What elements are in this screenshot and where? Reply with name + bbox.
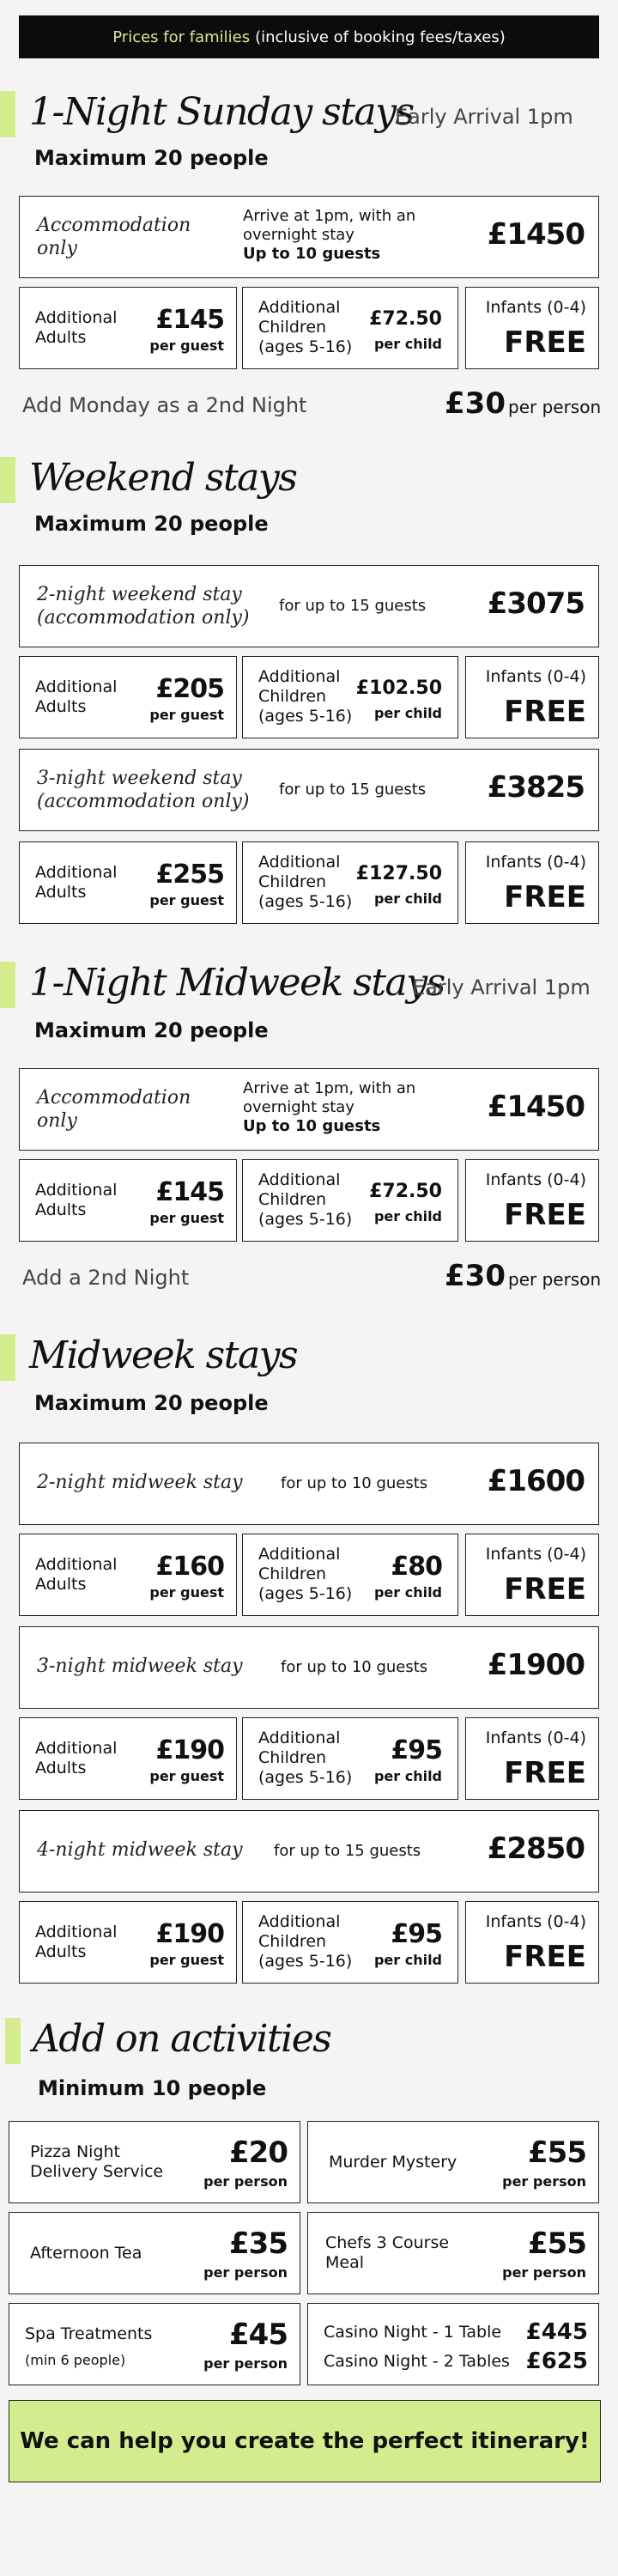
- section-title: Weekend stays: [29, 456, 297, 500]
- capacity-note: Maximum 20 people: [34, 512, 269, 536]
- stay-card: 3-night weekend stay (accommodation only) for up to 15 guests £3825: [19, 749, 599, 831]
- children-card: Additional Children (ages 5-16) £127.50 per child: [242, 841, 458, 924]
- adults-card: Additional Adults £145 per guest: [19, 287, 237, 369]
- children-card: Additional Children (ages 5-16) £102.50 per child: [242, 656, 458, 738]
- adults-card: Additional Adults £255 per guest: [19, 841, 237, 924]
- section-title: 1-Night Sunday stays: [29, 90, 414, 134]
- extra-night-price: £30: [445, 386, 506, 421]
- children-card: Additional Children (ages 5-16) £80 per child: [242, 1534, 458, 1616]
- infants-card: Infants (0-4) FREE: [465, 1717, 599, 1800]
- activity-murder-mystery: Murder Mystery £55 per person: [307, 2121, 599, 2203]
- infants-card: Infants (0-4) FREE: [465, 1901, 599, 1984]
- midweek-section: [0, 1331, 618, 1992]
- section-title: 1-Night Midweek stays: [29, 961, 445, 1005]
- itinerary-cta[interactable]: We can help you create the perfect itinerary!: [9, 2400, 601, 2482]
- card-label: Accommodation only: [37, 215, 191, 259]
- adults-card: Additional Adults £190 per guest: [19, 1901, 237, 1984]
- midweek-one-night-section: 1-Night Midweek stays Early Arrival 1pm Maximum 20 people Accommodation only Arrive at 1pm, with an overnight stay Up to 10 guests £1450 Additional Adults £145 per guest Additional Children (ages 5-16) £72.50 per child Infants (0-4) FREE Add a 2nd Night £30 per person: [0, 958, 618, 1302]
- arrival-tag: Early Arrival 1pm: [395, 105, 573, 129]
- accent-bar: [5, 2018, 21, 2064]
- adults-card: Additional Adults £160 per guest: [19, 1534, 237, 1616]
- infants-card: Infants (0-4) FREE: [465, 841, 599, 924]
- adults-card: Additional Adults £145 per guest: [19, 1159, 237, 1242]
- card-description: Arrive at 1pm, with an overnight stay Up to 10 guests: [243, 207, 416, 263]
- adults-price: £145: [155, 305, 224, 335]
- adults-card: Additional Adults £205 per guest: [19, 656, 237, 738]
- children-card: Additional Children (ages 5-16) £72.50 per child: [242, 1159, 458, 1242]
- accent-bar: [0, 457, 15, 503]
- capacity-note: Maximum 20 people: [34, 146, 269, 170]
- weekend-section: [0, 453, 618, 934]
- card-price: £1450: [487, 1090, 585, 1124]
- infants-card: Infants (0-4) FREE: [465, 656, 599, 738]
- sunday-section: 1-Night Sunday stays Early Arrival 1pm Maximum 20 people Accommodation only Arrive at 1pm, with an overnight stay Up to 10 guests £1450 Additional Adults £145 per guest Additional Children (ages 5-16) £72.50 per child Infants (0-4) FREE Add Monday as a 2nd Night £30 per person: [0, 88, 618, 431]
- activity-chefs-meal: Chefs 3 Course Meal £55 per person: [307, 2212, 599, 2294]
- stay-card: 2-night midweek stay for up to 10 guests £1600: [19, 1443, 599, 1525]
- activity-casino: Casino Night - 1 Table £445 Casino Night - 2 Tables £625: [307, 2303, 599, 2385]
- banner-rest: (inclusive of booking fees/taxes): [255, 27, 506, 46]
- sunday-heading: [0, 88, 618, 137]
- accent-bar: [0, 962, 15, 1008]
- infants-card: Infants (0-4) FREE: [465, 1159, 599, 1242]
- infants-card: Infants (0-4) FREE: [465, 1534, 599, 1616]
- children-card: Additional Children (ages 5-16) £95 per child: [242, 1901, 458, 1984]
- activity-pizza: Pizza Night Delivery Service £20 per person: [9, 2121, 300, 2203]
- stay-card: 4-night midweek stay for up to 15 guests £2850: [19, 1810, 599, 1893]
- price-banner: [19, 15, 599, 58]
- stay-price: £1900: [487, 1648, 585, 1682]
- extra-night-note: Add Monday as a 2nd Night: [22, 393, 307, 417]
- activity-spa: Spa Treatments (min 6 people) £45 per person: [9, 2303, 300, 2385]
- extra-night-note: Add a 2nd Night: [22, 1266, 190, 1290]
- children-card: Additional Children (ages 5-16) £72.50 per child: [242, 287, 458, 369]
- section-title: Midweek stays: [29, 1334, 298, 1377]
- activities-section: [0, 2014, 618, 2392]
- stay-price: £3075: [487, 586, 585, 621]
- adults-card: Additional Adults £190 per guest: [19, 1717, 237, 1800]
- banner-highlight: Prices for families: [112, 27, 251, 46]
- stay-price: £3825: [487, 770, 585, 805]
- activity-afternoon-tea: Afternoon Tea £35 per person: [9, 2212, 300, 2294]
- stay-price: £2850: [487, 1832, 585, 1866]
- stay-card: 2-night weekend stay (accommodation only) for up to 15 guests £3075: [19, 565, 599, 647]
- card-price: £1450: [487, 217, 585, 252]
- stay-price: £1600: [487, 1464, 585, 1498]
- accent-bar: [0, 1334, 15, 1381]
- capacity-note: Minimum 10 people: [38, 2076, 267, 2100]
- stay-card: 3-night midweek stay for up to 10 guests £1900: [19, 1626, 599, 1709]
- accommodation-card: [19, 196, 599, 278]
- section-title: Add on activities: [33, 2017, 331, 2061]
- arrival-tag: Early Arrival 1pm: [412, 975, 591, 999]
- infants-card: Infants (0-4) FREE: [465, 287, 599, 369]
- children-card: Additional Children (ages 5-16) £95 per child: [242, 1717, 458, 1800]
- extra-night-price: £30: [445, 1259, 506, 1293]
- capacity-note: Maximum 20 people: [34, 1391, 269, 1415]
- capacity-note: Maximum 20 people: [34, 1018, 269, 1042]
- accent-bar: [0, 91, 15, 137]
- accommodation-card: Accommodation only Arrive at 1pm, with an overnight stay Up to 10 guests £1450: [19, 1068, 599, 1151]
- children-price: £72.50: [369, 308, 442, 330]
